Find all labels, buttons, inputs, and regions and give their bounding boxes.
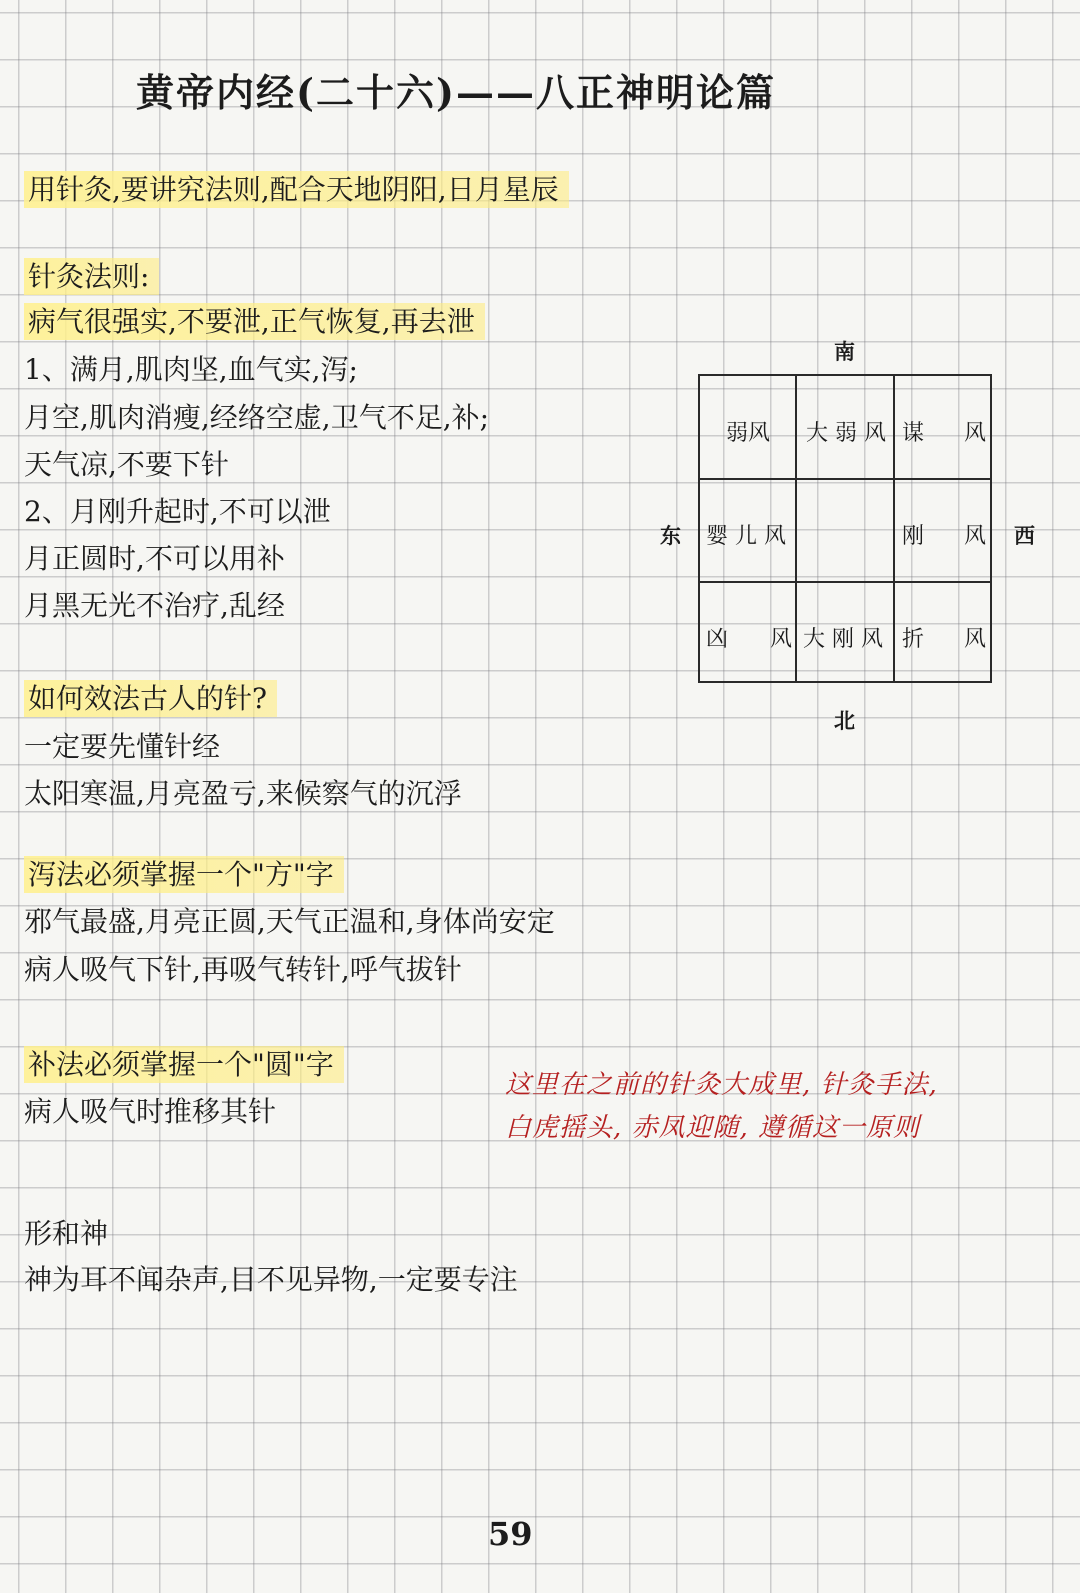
imitate-line-1: 一定要先懂针经 xyxy=(24,730,221,763)
tonifying-line-1: 病人吸气时推移其针 xyxy=(24,1095,277,1128)
rules-line-7: 月黑无光不治疗,乱经 xyxy=(24,589,285,622)
wind-fierce-char: 凶 xyxy=(706,627,729,652)
wind-great-weak: 大 弱 风 xyxy=(806,421,886,446)
handwritten-note-line-2: 白虎摇头, 赤凤迎随, 遵循这一原则 xyxy=(505,1113,921,1143)
rules-line-6: 月正圆时,不可以用补 xyxy=(24,542,285,575)
wind-weak: 弱风 xyxy=(726,421,771,446)
eight-winds-diagram xyxy=(698,374,992,683)
draining-line-1: 邪气最盛,月亮正圆,天气正温和,身体尚安定 xyxy=(24,905,555,938)
rules-line-1-highlight: 病气很强实,不要泄,正气恢复,再去泄 xyxy=(24,303,485,340)
rules-line-3: 月空,肌肉消瘦,经络空虚,卫气不足,补; xyxy=(24,401,490,434)
acupuncture-rules-heading xyxy=(24,255,159,295)
rules-line-5: 2、月刚升起时,不可以泄 xyxy=(24,495,331,528)
diagram-label-north: 北 xyxy=(834,708,855,733)
diagram-divider-v1 xyxy=(795,376,797,681)
handwritten-note-line-1: 这里在之前的针灸大成里, 针灸手法, xyxy=(505,1070,938,1100)
diagram-label-west: 西 xyxy=(1014,523,1035,548)
imitate-ancients-heading xyxy=(24,677,277,717)
rules-heading-highlight: 针灸法则: xyxy=(24,258,159,295)
wind-fierce-suffix: 风 xyxy=(770,627,793,652)
wind-infant: 婴 儿 风 xyxy=(706,524,786,549)
imitate-line-2: 太阳寒温,月亮盈亏,来候察气的沉浮 xyxy=(24,777,462,810)
diagram-divider-h1 xyxy=(700,478,990,480)
diagram-divider-v2 xyxy=(893,376,895,681)
form-spirit-heading: 形和神 xyxy=(24,1217,109,1250)
wind-hard-char: 刚 xyxy=(902,524,925,549)
diagram-divider-h2 xyxy=(700,581,990,583)
draining-line-2: 病人吸气下针,再吸气转针,呼气拔针 xyxy=(24,953,462,986)
rules-line-2: 1、满月,肌肉坚,血气实,泻; xyxy=(24,353,358,386)
wind-great-hard: 大 刚 风 xyxy=(803,627,883,652)
page-number: 59 xyxy=(488,1515,533,1553)
draining-method-heading xyxy=(24,853,344,893)
wind-break-char: 折 xyxy=(902,627,925,652)
tonifying-method-heading xyxy=(24,1043,344,1083)
intro-line xyxy=(24,168,569,208)
wind-hard-suffix: 风 xyxy=(964,524,987,549)
wind-plot-suffix: 风 xyxy=(964,421,987,446)
intro-highlight: 用针灸,要讲究法则,配合天地阴阳,日月星辰 xyxy=(24,171,569,208)
imitate-heading-highlight: 如何效法古人的针? xyxy=(24,680,277,717)
diagram-label-east: 东 xyxy=(660,523,681,548)
wind-plot-char: 谋 xyxy=(902,421,925,446)
diagram-label-south: 南 xyxy=(834,339,855,364)
tonifying-heading-highlight: 补法必须掌握一个"圆"字 xyxy=(24,1046,344,1083)
page-title: 黄帝内经(二十六)——八正神明论篇 xyxy=(136,70,776,115)
draining-heading-highlight: 泻法必须掌握一个"方"字 xyxy=(24,856,344,893)
rules-line-4: 天气凉,不要下针 xyxy=(24,448,229,481)
rules-line-1 xyxy=(24,300,485,340)
form-spirit-line-1: 神为耳不闻杂声,目不见异物,一定要专注 xyxy=(24,1263,518,1296)
wind-break-suffix: 风 xyxy=(964,627,987,652)
